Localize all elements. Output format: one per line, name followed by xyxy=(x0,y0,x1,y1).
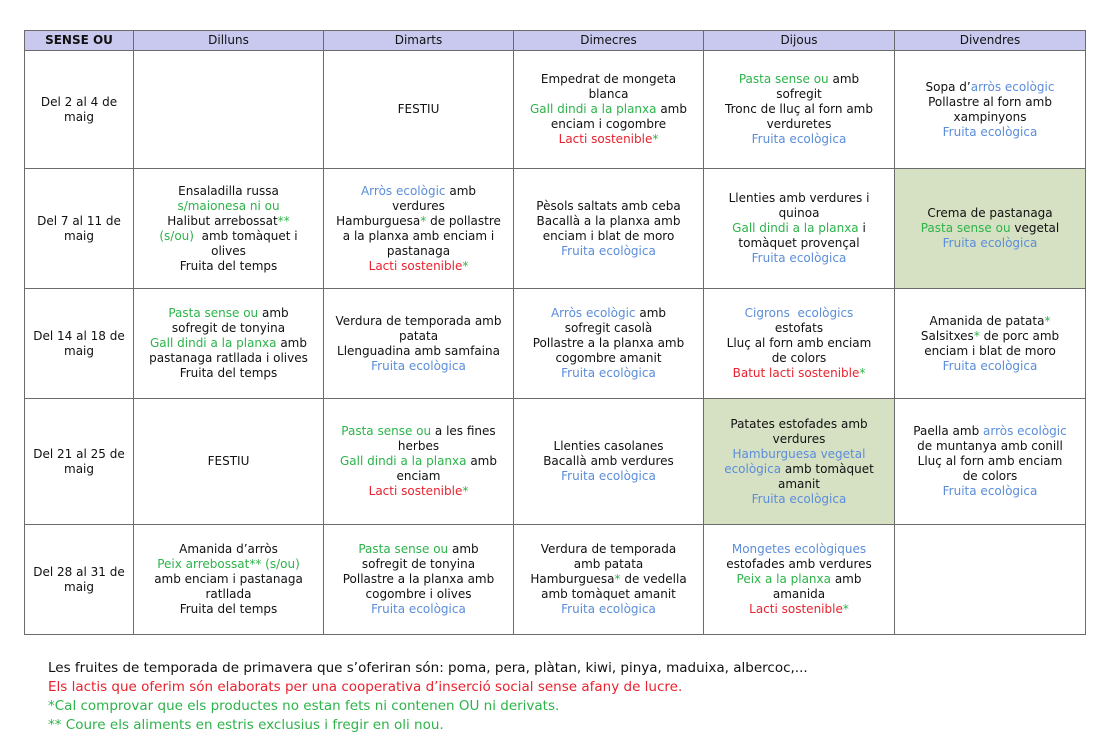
menu-line xyxy=(709,132,889,147)
menu-text: Lacti sostenible xyxy=(368,258,463,273)
menu-text: * xyxy=(842,602,849,616)
menu-text: * xyxy=(614,572,621,586)
menu-line xyxy=(519,469,698,484)
menu-cell xyxy=(895,289,1086,399)
menu-text: de colors xyxy=(771,351,827,365)
menu-line xyxy=(900,424,1080,439)
menu-text: Fruita ecològica xyxy=(371,602,466,616)
menu-line xyxy=(139,259,318,274)
menu-text: arròs ecològic xyxy=(970,79,1055,94)
menu-text: Verdura de temporada xyxy=(540,542,677,556)
menu-text: Lluç al forn amb enciam xyxy=(726,336,872,350)
menu-line xyxy=(519,199,698,214)
menu-text: Lacti sostenible xyxy=(749,602,843,616)
menu-line xyxy=(709,351,889,366)
menu-text: verdures xyxy=(392,198,445,213)
menu-text: Batut lacti sostenible xyxy=(732,366,860,380)
menu-cell xyxy=(134,525,324,635)
menu-text: Peix a la planxa xyxy=(736,572,831,586)
menu-text: patata xyxy=(398,328,439,343)
menu-line xyxy=(329,229,508,244)
menu-text: Amanida de patata xyxy=(929,313,1045,328)
menu-line xyxy=(709,572,889,587)
menu-text: amb patata xyxy=(573,557,644,571)
menu-cell xyxy=(134,169,324,289)
menu-line xyxy=(519,306,698,321)
menu-text: amb tomàquet i xyxy=(193,228,298,243)
menu-text: FESTIU xyxy=(397,102,440,116)
menu-text: Pasta sense ou xyxy=(358,542,449,556)
menu-line xyxy=(900,359,1080,374)
menu-text: sofregit de tonyina xyxy=(171,321,286,335)
menu-line xyxy=(519,572,698,587)
menu-text: amb xyxy=(828,72,860,86)
menu-text: Gall dindi a la planxa xyxy=(150,336,277,350)
menu-line xyxy=(900,439,1080,454)
menu-text: Arròs ecològic xyxy=(550,306,636,320)
menu-table xyxy=(24,30,1086,635)
menu-line xyxy=(139,244,318,259)
menu-text: Fruita ecològica xyxy=(561,602,656,616)
header-corner: SENSE OU xyxy=(25,31,134,51)
menu-text: Fruita ecològica xyxy=(751,251,847,265)
menu-line xyxy=(709,87,889,102)
menu-line xyxy=(519,102,698,117)
menu-text: amb xyxy=(258,306,289,320)
menu-line xyxy=(139,336,318,351)
menu-cell xyxy=(895,525,1086,635)
menu-line xyxy=(709,221,889,236)
menu-text: enciam i blat de moro xyxy=(924,343,1056,358)
menu-text: de muntanya amb conill xyxy=(917,439,1063,453)
menu-line xyxy=(329,244,508,259)
menu-cell xyxy=(895,51,1086,169)
menu-line xyxy=(900,221,1080,236)
menu-line xyxy=(709,432,889,447)
menu-line xyxy=(900,206,1080,221)
menu-line xyxy=(900,236,1080,251)
menu-line xyxy=(329,557,508,572)
menu-line xyxy=(139,306,318,321)
menu-text: Llenties casolanes xyxy=(553,439,664,453)
menu-text: Fruita del temps xyxy=(179,366,278,380)
menu-line xyxy=(329,572,508,587)
menu-line xyxy=(900,110,1080,125)
menu-line xyxy=(709,462,889,477)
menu-cell xyxy=(704,399,895,525)
menu-text: cogombre i olives xyxy=(365,587,472,601)
menu-text: Hamburguesa xyxy=(530,572,615,586)
menu-text: Fruita ecològica xyxy=(561,243,656,258)
menu-cell xyxy=(324,169,514,289)
menu-line xyxy=(709,236,889,251)
menu-line xyxy=(519,214,698,229)
menu-text: quinoa xyxy=(778,206,820,220)
menu-cell xyxy=(704,289,895,399)
menu-line xyxy=(519,587,698,602)
menu-line xyxy=(900,454,1080,469)
menu-line xyxy=(900,125,1080,140)
menu-text: Pollastre a la planxa amb xyxy=(342,572,495,586)
menu-text: Mongetes ecològiques xyxy=(731,542,867,556)
menu-text: Pasta sense ou xyxy=(341,424,432,438)
menu-line xyxy=(900,484,1080,499)
menu-line xyxy=(519,132,698,147)
menu-line xyxy=(139,454,318,469)
menu-line xyxy=(329,344,508,359)
menu-text: amb xyxy=(656,102,687,116)
menu-line xyxy=(709,542,889,557)
menu-line xyxy=(519,321,698,336)
menu-text: blanca xyxy=(588,87,629,101)
menu-line xyxy=(709,492,889,507)
menu-text: ecològica xyxy=(724,461,782,476)
menu-text: Amanida d’arròs xyxy=(179,542,278,556)
menu-line xyxy=(329,439,508,454)
menu-text: * xyxy=(420,213,427,228)
menu-cell xyxy=(704,169,895,289)
menu-line xyxy=(329,102,508,117)
menu-line xyxy=(329,329,508,344)
menu-text: amb xyxy=(466,454,497,468)
menu-text: enciam i cogombre xyxy=(550,117,667,131)
menu-line xyxy=(709,117,889,132)
menu-line xyxy=(139,366,318,381)
menu-text: sofregit xyxy=(776,87,822,101)
menu-cell xyxy=(895,399,1086,525)
menu-text: * xyxy=(859,366,866,380)
menu-text: sofregit de tonyina xyxy=(361,557,476,571)
menu-text: enciam xyxy=(396,469,441,483)
menu-text: Fruita ecològica xyxy=(942,124,1038,139)
menu-line xyxy=(139,229,318,244)
menu-text: amb xyxy=(635,306,667,320)
menu-text: amb xyxy=(448,542,479,556)
week-label: Del 14 al 18 de maig xyxy=(25,289,134,399)
menu-line xyxy=(519,336,698,351)
menu-text: ** xyxy=(277,213,290,228)
menu-text: Lluç al forn amb enciam xyxy=(917,454,1063,468)
menu-text: Halibut arrebossat xyxy=(167,213,278,228)
menu-text: * xyxy=(462,258,469,273)
menu-text: Tronc de lluç al forn amb xyxy=(725,102,873,116)
menu-cell xyxy=(704,525,895,635)
menu-text: Pasta sense ou xyxy=(738,72,829,86)
menu-line xyxy=(519,87,698,102)
menu-text: herbes xyxy=(397,439,440,453)
header-day: Dimarts xyxy=(324,31,514,51)
menu-line xyxy=(519,244,698,259)
menu-text: Pollastre al forn amb xyxy=(928,94,1052,109)
menu-line xyxy=(139,542,318,557)
menu-text: Fruita ecològica xyxy=(561,469,656,483)
header-day: Dimecres xyxy=(514,31,704,51)
menu-line xyxy=(329,199,508,214)
note-line: *Cal comprovar que els productes no estan fets ni contenen OU ni derivats. xyxy=(48,698,560,714)
menu-text: Fruita ecològica xyxy=(371,358,466,373)
menu-line xyxy=(709,557,889,572)
week-label: Del 7 al 11 de maig xyxy=(25,169,134,289)
menu-line xyxy=(709,477,889,492)
menu-text: olives xyxy=(211,243,246,258)
menu-line xyxy=(519,351,698,366)
menu-text: de pollastre xyxy=(426,213,501,228)
menu-text: ratllada xyxy=(205,587,252,601)
menu-line xyxy=(329,424,508,439)
menu-text: Pollastre a la planxa amb xyxy=(532,336,685,350)
menu-text: Llenties amb verdures i xyxy=(728,191,870,205)
menu-line xyxy=(139,572,318,587)
menu-text: Ensaladilla russa xyxy=(178,183,279,198)
menu-text: Crema de pastanaga xyxy=(927,206,1053,220)
menu-line xyxy=(139,587,318,602)
menu-text: Peix arrebossat** (s/ou) xyxy=(157,557,300,571)
menu-line xyxy=(709,102,889,117)
menu-cell xyxy=(514,169,704,289)
menu-line xyxy=(709,366,889,381)
menu-text: * xyxy=(1044,313,1051,328)
menu-line xyxy=(709,321,889,336)
week-label: Del 21 al 25 de maig xyxy=(25,399,134,525)
menu-line xyxy=(709,206,889,221)
menu-line xyxy=(709,336,889,351)
menu-cell xyxy=(324,51,514,169)
menu-line xyxy=(139,199,318,214)
menu-line xyxy=(329,542,508,557)
menu-text: amb tomàquet xyxy=(781,461,874,476)
menu-text: Fruita del temps xyxy=(179,258,278,273)
menu-text: a la planxa amb enciam i xyxy=(342,228,495,243)
menu-line xyxy=(139,602,318,617)
menu-cell xyxy=(895,169,1086,289)
menu-text: Pasta sense ou xyxy=(168,306,259,320)
week-label: Del 28 al 31 de maig xyxy=(25,525,134,635)
menu-text: Sopa d’ xyxy=(925,79,971,94)
menu-text: verdures xyxy=(772,431,826,446)
menu-cell xyxy=(514,525,704,635)
header-day: Dilluns xyxy=(134,31,324,51)
menu-text: de vedella xyxy=(620,572,687,586)
menu-text: (s/ou) xyxy=(159,228,194,243)
header-day: Divendres xyxy=(895,31,1086,51)
menu-text: vegetal xyxy=(1010,221,1060,235)
menu-line xyxy=(519,557,698,572)
menu-line xyxy=(709,602,889,617)
menu-line xyxy=(709,251,889,266)
menu-line xyxy=(139,321,318,336)
menu-text: Fruita del temps xyxy=(179,602,278,616)
menu-text: Bacallà a la planxa amb xyxy=(536,213,681,228)
menu-line xyxy=(519,117,698,132)
menu-line xyxy=(519,72,698,87)
menu-cell xyxy=(704,51,895,169)
menu-line xyxy=(139,184,318,199)
menu-text: enciam i blat de moro xyxy=(542,228,675,243)
menu-text: estofats xyxy=(774,321,824,335)
menu-line xyxy=(709,72,889,87)
menu-text: Gall dindi a la planxa xyxy=(340,454,467,468)
menu-text: Hamburguesa xyxy=(336,213,421,228)
menu-line xyxy=(900,80,1080,95)
menu-line xyxy=(139,351,318,366)
menu-text: amb xyxy=(276,336,307,350)
menu-text: estofades amb verdures xyxy=(726,557,872,571)
menu-line xyxy=(139,214,318,229)
menu-text: Gall dindi a la planxa xyxy=(530,102,657,116)
menu-line xyxy=(329,314,508,329)
menu-text: Patates estofades amb xyxy=(730,416,868,431)
menu-cell xyxy=(324,289,514,399)
menu-cell xyxy=(514,51,704,169)
header-row xyxy=(25,31,1086,51)
menu-text: * xyxy=(652,132,659,146)
menu-text: Empedrat de mongeta xyxy=(540,72,677,86)
menu-text: amb xyxy=(831,572,862,586)
week-row xyxy=(25,51,1086,169)
menu-text: * xyxy=(973,328,980,343)
menu-text: Verdura de temporada amb xyxy=(335,313,502,328)
menu-text: verduretes xyxy=(766,117,832,131)
menu-line xyxy=(519,602,698,617)
menu-text: Fruita ecològica xyxy=(942,484,1038,498)
menu-text: pastanaga ratllada i olives xyxy=(149,351,308,365)
menu-text: Fruita ecològica xyxy=(942,236,1038,250)
menu-text: tomàquet provençal xyxy=(738,236,860,250)
menu-line xyxy=(709,306,889,321)
menu-line xyxy=(329,259,508,274)
menu-text: a les fines xyxy=(431,424,496,438)
week-label: Del 2 al 4 de maig xyxy=(25,51,134,169)
menu-text: Cigrons ecològics xyxy=(744,306,854,320)
week-row xyxy=(25,169,1086,289)
menu-text: pastanaga xyxy=(386,243,451,258)
menu-cell xyxy=(134,399,324,525)
menu-line xyxy=(329,454,508,469)
menu-text: cogombre amanit xyxy=(555,351,662,365)
menu-line xyxy=(519,439,698,454)
menu-text: Fruita ecològica xyxy=(751,491,847,506)
note-line: Les fruites de temporada de primavera que s’oferiran són: poma, pera, plàtan, kiwi, pinya, maduixa, albercoc,... xyxy=(48,660,808,676)
menu-text: xampinyons xyxy=(953,109,1027,124)
week-row xyxy=(25,289,1086,399)
menu-text: arròs ecològic xyxy=(983,424,1067,438)
menu-line xyxy=(709,447,889,462)
menu-text: Arròs ecològic xyxy=(360,183,446,198)
menu-line xyxy=(519,454,698,469)
menu-text: amb tomàquet amanit xyxy=(541,587,676,601)
menu-text: i xyxy=(858,221,866,235)
menu-text: Fruita ecològica xyxy=(751,132,847,146)
menu-line xyxy=(329,359,508,374)
menu-text: amb enciam i pastanaga xyxy=(154,572,303,586)
note-line: Els lactis que oferim són elaborats per una cooperativa d’inserció social sense afany de lucre. xyxy=(48,679,683,695)
menu-text: amanida xyxy=(772,587,826,601)
menu-cell xyxy=(134,51,324,169)
week-row xyxy=(25,525,1086,635)
menu-text: Paella amb xyxy=(913,424,984,438)
menu-text: FESTIU xyxy=(207,454,250,468)
menu-line xyxy=(329,214,508,229)
menu-text: Fruita ecològica xyxy=(561,366,656,380)
menu-text: * xyxy=(462,484,469,498)
header-day: Dijous xyxy=(704,31,895,51)
menu-text: Pèsols saltats amb ceba xyxy=(536,198,681,213)
menu-cell xyxy=(514,399,704,525)
menu-line xyxy=(900,95,1080,110)
menu-line xyxy=(900,469,1080,484)
menu-text: Gall dindi a la planxa xyxy=(732,221,859,235)
menu-line xyxy=(900,344,1080,359)
menu-cell xyxy=(324,399,514,525)
week-row xyxy=(25,399,1086,525)
notes xyxy=(48,659,808,735)
menu-line xyxy=(709,417,889,432)
menu-line xyxy=(709,587,889,602)
menu-text: Lacti sostenible xyxy=(368,484,463,498)
menu-text: Fruita ecològica xyxy=(942,358,1038,373)
menu-cell xyxy=(324,525,514,635)
menu-text: de colors xyxy=(962,469,1018,483)
menu-text: de porc amb xyxy=(979,328,1060,343)
menu-text: Lacti sostenible xyxy=(558,132,653,146)
menu-text: Salsitxes xyxy=(920,328,974,343)
menu-line xyxy=(900,329,1080,344)
menu-line xyxy=(329,184,508,199)
menu-cell xyxy=(514,289,704,399)
menu-text: Hamburguesa vegetal xyxy=(732,446,866,461)
menu-line xyxy=(900,314,1080,329)
note-line: ** Coure els aliments en estris exclusius i fregir en oli nou. xyxy=(48,717,444,733)
menu-line xyxy=(519,229,698,244)
menu-text: sofregit casolà xyxy=(564,321,653,335)
menu-line xyxy=(329,587,508,602)
menu-text: Llenguadina amb samfaina xyxy=(337,343,500,358)
menu-line xyxy=(519,542,698,557)
menu-cell xyxy=(134,289,324,399)
menu-text: Bacallà amb verdures xyxy=(543,454,674,468)
menu-line xyxy=(329,602,508,617)
menu-text: s/maionesa ni ou xyxy=(177,198,280,213)
menu-text: Pasta sense ou xyxy=(920,221,1011,235)
menu-line xyxy=(329,484,508,499)
menu-line xyxy=(709,191,889,206)
menu-text: amb xyxy=(445,183,477,198)
menu-line xyxy=(329,469,508,484)
menu-line xyxy=(139,557,318,572)
menu-line xyxy=(519,366,698,381)
menu-text: amanit xyxy=(777,476,821,491)
